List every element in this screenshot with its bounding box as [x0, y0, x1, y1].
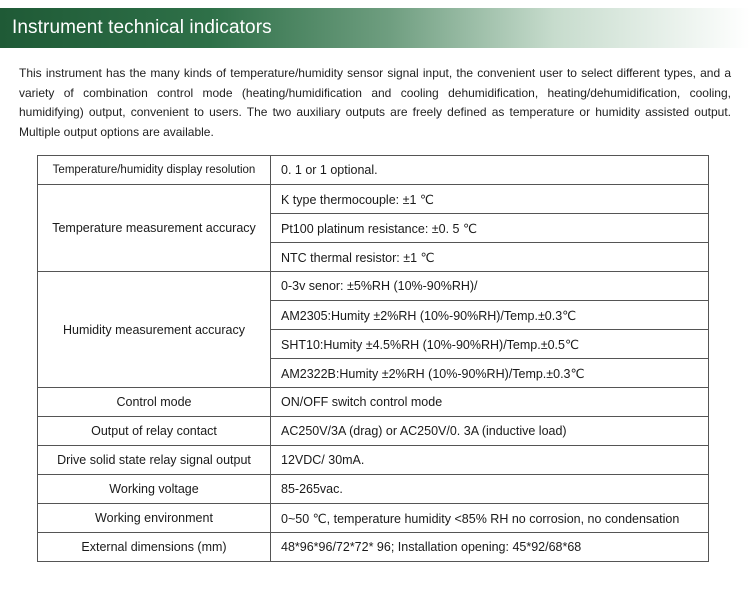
intro-paragraph: This instrument has the many kinds of temperature/humidity sensor signal input, the convenient user to select different types, and a variety of combination control mode (heating/humidification and cooling dehumidification, heating/dehumidification, cooling, humidifying) output, convenient to users. The two auxiliary outputs are freely defined as temperature or humidity assisted output. Multiple output options are available.	[19, 66, 731, 139]
row-value: AM2322B:Humity ±2%RH (10%-90%RH)/Temp.±0.3℃	[271, 359, 709, 388]
table-row	[38, 272, 709, 301]
row-value: NTC thermal resistor: ±1 ℃	[271, 243, 709, 272]
row-value: 48*96*96/72*72* 96; Installation opening: 45*92/68*68	[271, 533, 709, 562]
table-row	[38, 446, 709, 475]
row-value: 0. 1 or 1 optional.	[271, 156, 709, 185]
row-value: AC250V/3A (drag) or AC250V/0. 3A (inductive load)	[271, 417, 709, 446]
row-value: 0-3v senor: ±5%RH (10%-90%RH)/	[271, 272, 709, 301]
table-row	[38, 156, 709, 185]
table-row	[38, 475, 709, 504]
row-label: Output of relay contact	[38, 417, 271, 446]
table-row	[38, 504, 709, 533]
row-label: Temperature measurement accuracy	[38, 185, 271, 272]
row-label: Control mode	[38, 388, 271, 417]
row-label: Humidity measurement accuracy	[38, 272, 271, 388]
row-value: AM2305:Humity ±2%RH (10%-90%RH)/Temp.±0.3℃	[271, 301, 709, 330]
section-title: Instrument technical indicators	[12, 17, 272, 38]
row-label: External dimensions (mm)	[38, 533, 271, 562]
table-row	[38, 417, 709, 446]
row-label: Drive solid state relay signal output	[38, 446, 271, 475]
row-value: SHT10:Humity ±4.5%RH (10%-90%RH)/Temp.±0.5℃	[271, 330, 709, 359]
row-value: 0~50 ℃, temperature humidity <85% RH no corrosion, no condensation	[271, 504, 709, 533]
row-value: 85-265vac.	[271, 475, 709, 504]
row-label: Working environment	[38, 504, 271, 533]
row-value: 12VDC/ 30mA.	[271, 446, 709, 475]
row-value: K type thermocouple: ±1 ℃	[271, 185, 709, 214]
table-row	[38, 185, 709, 214]
row-label: Working voltage	[38, 475, 271, 504]
section-header	[0, 8, 750, 48]
row-value: Pt100 platinum resistance: ±0. 5 ℃	[271, 214, 709, 243]
table-row	[38, 533, 709, 562]
specifications-table	[37, 155, 709, 562]
row-label: Temperature/humidity display resolution	[38, 156, 271, 185]
row-value: ON/OFF switch control mode	[271, 388, 709, 417]
table-row	[38, 388, 709, 417]
